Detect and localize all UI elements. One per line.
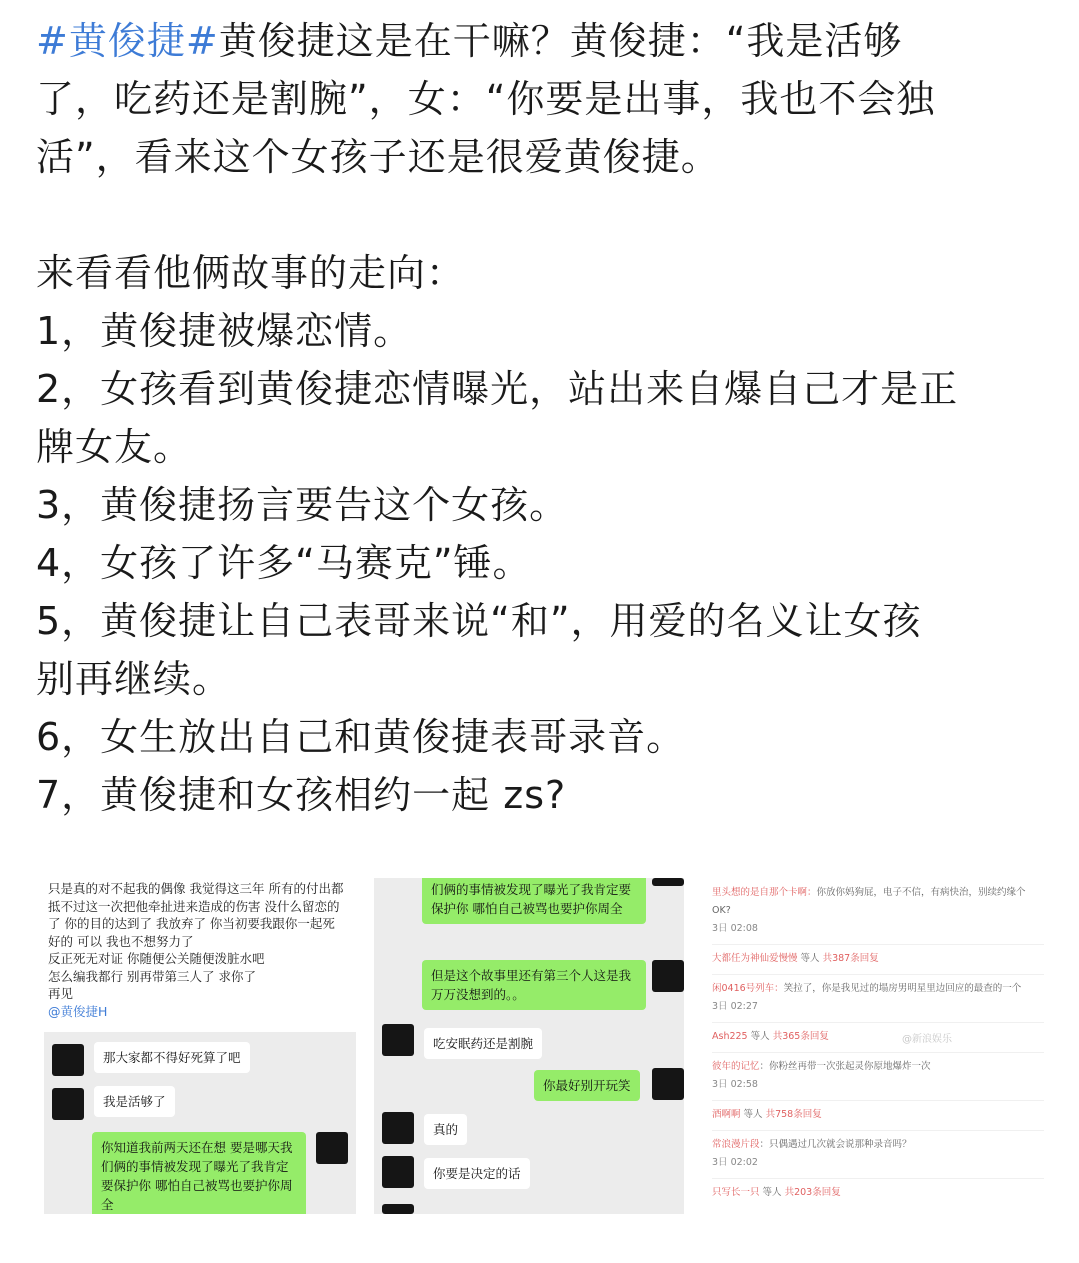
chat-bubble-sent: 们俩的事情被发现了曝光了我肯定要保护你 哪怕自己被骂也要护你周全: [422, 878, 646, 924]
comment-text: ：你粉丝再带一次张起灵你原地爆炸一次: [759, 1061, 931, 1072]
comment-text: 等人: [743, 1109, 763, 1120]
screenshot-gallery: [44, 868, 1044, 1214]
reply-count-link[interactable]: 共758条回复: [765, 1109, 822, 1120]
hashtag-link[interactable]: #黄俊捷#: [36, 19, 219, 63]
comment-row: [712, 1138, 1044, 1151]
weibo-text-line: 抵不过这一次把他牵扯进来造成的伤害 没什么留恋的: [48, 898, 340, 914]
comment-text: 等人: [800, 953, 820, 964]
post-line: [36, 12, 1056, 70]
chat-bubble-received: 我是活够了: [94, 1086, 175, 1117]
weibo-text-line: 怎么编我都行 别再带第三人了 求你了: [48, 968, 256, 984]
comment-text: 笑拉了，你是我见过的塌房男明星里边回应的最查的一个: [783, 983, 1022, 994]
comment-text: ：只偶遇过几次就会说那种录音吗？: [759, 1139, 912, 1150]
post-line: 来看看他俩故事的走向：: [36, 251, 466, 295]
chat-screenshot: [44, 1032, 356, 1214]
avatar: [52, 1044, 84, 1076]
chat-bubble-sent: 但是这个故事里还有第三个人这是我万万没想到的。。: [422, 960, 646, 1010]
screenshot-weibo-post[interactable]: [44, 878, 356, 1214]
comment-text: 等人: [750, 1031, 770, 1042]
avatar: [652, 1068, 684, 1100]
chat-bubble-received: 你要是决定的话: [424, 1158, 530, 1189]
weibo-post-text: [48, 880, 353, 1020]
story-item: 6，女生放出自己和黄俊捷表哥录音。: [36, 715, 686, 759]
divider: [712, 1130, 1044, 1131]
comment-row: [712, 1060, 1044, 1073]
commenter-name[interactable]: 大都任为神仙爱慢慢: [712, 953, 798, 964]
avatar: [652, 960, 684, 992]
reply-summary[interactable]: [712, 1108, 1044, 1121]
avatar: [316, 1132, 348, 1164]
story-item: 3，黄俊捷扬言要告这个女孩。: [36, 483, 569, 527]
comment-date: 3日 02:08: [712, 923, 758, 934]
screenshot-wechat-chat[interactable]: [374, 878, 684, 1214]
story-item: 7，黄俊捷和女孩相约一起 zs?: [36, 773, 567, 817]
comment-row: [712, 886, 1044, 899]
mention-link[interactable]: @黄俊捷H: [48, 1003, 108, 1019]
story-item: 别再继续。: [36, 657, 232, 701]
chat-bubble-sent: 你最好别开玩笑: [534, 1070, 640, 1101]
avatar: [382, 1112, 414, 1144]
commenter-name[interactable]: 只写长一只: [712, 1187, 760, 1198]
weibo-text-line: 反正死无对证 你随便公关随便泼脏水吧: [48, 951, 265, 966]
story-item: 牌女友。: [36, 425, 193, 469]
reply-count-link[interactable]: 共387条回复: [822, 953, 879, 964]
watermark: @新浪娱乐: [902, 1034, 952, 1045]
screenshot-comments[interactable]: [712, 878, 1044, 1214]
commenter-name[interactable]: 常浪漫片段: [712, 1139, 760, 1150]
reply-summary[interactable]: [712, 1030, 1044, 1043]
comment-date: 3日 02:58: [712, 1079, 758, 1090]
avatar: [382, 1024, 414, 1056]
post-line: 了，吃药还是割腕”，女：“你要是出事，我也不会独: [36, 77, 936, 121]
commenter-name[interactable]: 闲0416号列车：: [712, 983, 784, 994]
reply-summary[interactable]: [712, 952, 1044, 965]
comment-text: OK?: [712, 905, 731, 916]
reply-count-link[interactable]: 共365条回复: [772, 1031, 829, 1042]
commenter-name[interactable]: 彼年的记忆: [712, 1061, 760, 1072]
avatar: [382, 1204, 414, 1214]
story-item: 1，黄俊捷被爆恋情。: [36, 309, 413, 353]
divider: [712, 944, 1044, 945]
divider: [712, 1178, 1044, 1179]
commenter-name[interactable]: 酒啊啊: [712, 1109, 741, 1120]
divider: [712, 1100, 1044, 1101]
story-item: 2，女孩看到黄俊捷恋情曝光，站出来自爆自己才是正: [36, 367, 959, 411]
commenter-name[interactable]: Ash225: [712, 1031, 748, 1042]
comment-text: 你放你妈狗屁，电子不信，有病快治，别续约缘个: [816, 887, 1026, 898]
divider: [712, 974, 1044, 975]
post-body: [36, 12, 1056, 824]
reply-summary[interactable]: [712, 1186, 1044, 1199]
comment-row: [712, 904, 1044, 917]
post-line: 活”，看来这个女孩子还是很爱黄俊捷。: [36, 135, 720, 179]
weibo-text-line: 好的 可以 我也不想努力了: [48, 933, 194, 949]
weibo-text-line: 再见: [48, 986, 74, 1001]
comment-row: [712, 982, 1044, 995]
comment-date: 3日 02:02: [712, 1157, 758, 1168]
chat-bubble-received: 真的: [424, 1114, 467, 1145]
post-text: 黄俊捷这是在干嘛？黄俊捷：“我是活够: [218, 19, 903, 63]
divider: [712, 1022, 1044, 1023]
divider: [712, 1052, 1044, 1053]
avatar: [382, 1156, 414, 1188]
chat-bubble-sent: 你知道我前两天还在想 要是哪天我们俩的事情被发现了曝光了我肯定要保护你 哪怕自己被骂也要护你周全: [92, 1132, 306, 1214]
reply-count-link[interactable]: 共203条回复: [784, 1187, 841, 1198]
comment-text: 等人: [762, 1187, 782, 1198]
chat-bubble-received: 吃安眠药还是割腕: [424, 1028, 542, 1059]
weibo-text-line: 只是真的对不起我的偶像 我觉得这三年 所有的付出都: [48, 881, 344, 896]
weibo-text-line: 了 你的目的达到了 我放弃了 你当初要我跟你一起死: [48, 916, 335, 931]
story-item: 4，女孩了许多“马赛克”锤。: [36, 541, 532, 585]
chat-bubble-received: 那大家都不得好死算了吧: [94, 1042, 250, 1073]
avatar: [52, 1088, 84, 1120]
avatar: [652, 878, 684, 886]
comment-date: 3日 02:27: [712, 1001, 758, 1012]
commenter-name[interactable]: 里头想的是自那个卡啊：: [712, 887, 817, 898]
story-item: 5，黄俊捷让自己表哥来说“和”，用爱的名义让女孩: [36, 599, 922, 643]
